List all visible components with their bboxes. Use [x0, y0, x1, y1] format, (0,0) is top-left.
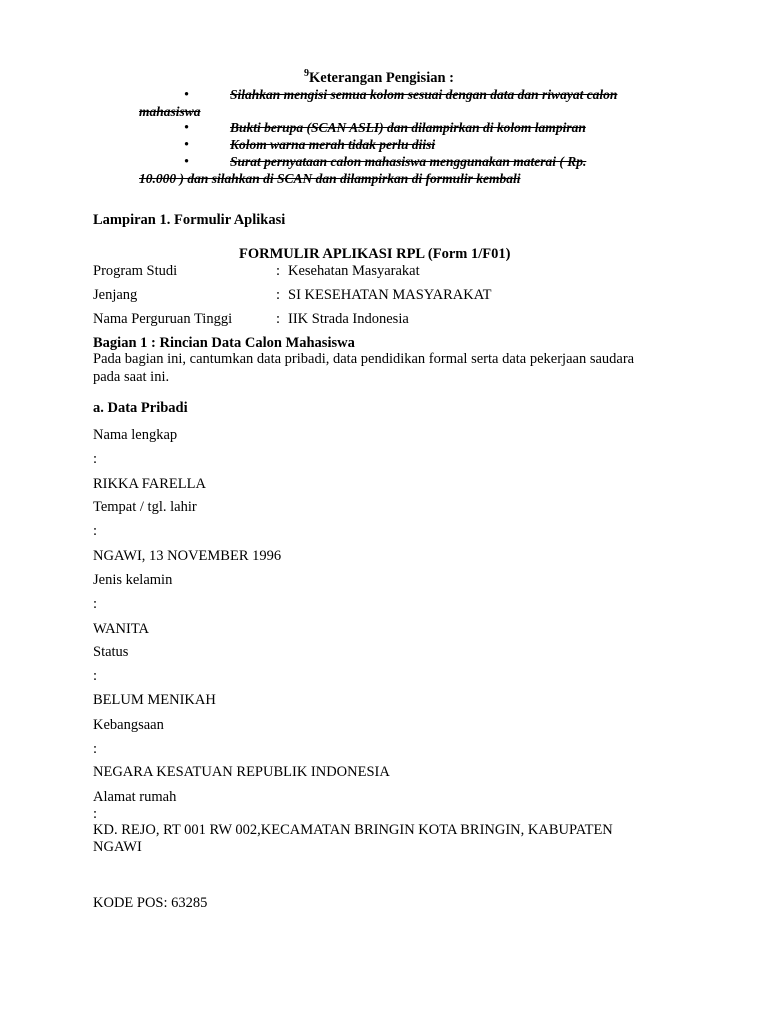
- instruction-item-2: Bukti berupa (SCAN ASLI) dan dilampirkan di kolom lampiran: [230, 120, 586, 135]
- perguruan-tinggi-label: Nama Perguruan Tinggi: [93, 311, 233, 327]
- alamat-line1: KD. REJO, RT 001 RW 002,KECAMATAN BRINGIN KOTA BRINGIN, KABUPATEN: [93, 822, 613, 838]
- tempat-lahir-value: NGAWI, 13 NOVEMBER 1996: [93, 548, 282, 564]
- kebangsaan-colon: :: [93, 741, 98, 757]
- status-colon: :: [93, 668, 98, 684]
- kebangsaan-value: NEGARA KESATUAN REPUBLIK INDONESIA: [93, 764, 390, 780]
- lampiran-title: Lampiran 1. Formulir Aplikasi: [93, 212, 286, 228]
- tempat-lahir-label: Tempat / tgl. lahir: [93, 499, 197, 515]
- nama-lengkap-value: RIKKA FARELLA: [93, 476, 206, 492]
- program-studi-label: Program Studi: [93, 263, 178, 279]
- section1-heading: Bagian 1 : Rincian Data Calon Mahasiswa: [93, 335, 355, 351]
- bullet-4: •: [184, 154, 190, 170]
- jenis-kelamin-label: Jenis kelamin: [93, 572, 173, 588]
- jenjang-label: Jenjang: [93, 287, 138, 303]
- alamat-colon: :: [93, 806, 98, 822]
- personal-heading: a. Data Pribadi: [93, 400, 188, 416]
- tempat-lahir-colon: :: [93, 523, 98, 539]
- instructions-title-line: [304, 68, 454, 87]
- program-studi-value: Kesehatan Masyarakat: [288, 263, 420, 279]
- jenis-kelamin-value: WANITA: [93, 621, 150, 637]
- kebangsaan-label: Kebangsaan: [93, 717, 164, 733]
- instructions-title: Keterangan Pengisian :: [309, 69, 454, 86]
- perguruan-tinggi-value: IIK Strada Indonesia: [288, 311, 409, 327]
- status-label: Status: [93, 644, 129, 660]
- bullet-3: •: [184, 137, 190, 153]
- instruction-item-4-line2: 10.000 ) dan silahkan di SCAN dan dilampirkan di formulir kembali: [139, 171, 521, 186]
- jenis-kelamin-colon: :: [93, 596, 98, 612]
- nama-lengkap-colon: :: [93, 451, 98, 467]
- jenjang-value: SI KESEHATAN MASYARAKAT: [288, 287, 492, 303]
- bullet-2: •: [184, 120, 190, 136]
- instruction-item-1-line1: Silahkan mengisi semua kolom sesuai dengan data dan riwayat calon: [230, 87, 618, 102]
- section1-desc-line2: pada saat ini.: [93, 369, 170, 385]
- form-title: FORMULIR APLIKASI RPL (Form 1/F01): [239, 246, 511, 262]
- bullet-1: •: [184, 87, 190, 103]
- section1-desc-line1: Pada bagian ini, cantumkan data pribadi, data pendidikan formal serta data pekerjaan saudara: [93, 351, 635, 367]
- nama-lengkap-label: Nama lengkap: [93, 427, 178, 443]
- instruction-item-4-line1: Surat pernyataan calon mahasiswa menggunakan materai ( Rp.: [230, 154, 587, 169]
- program-studi-sep: :: [276, 263, 281, 279]
- alamat-label: Alamat rumah: [93, 789, 177, 805]
- alamat-line2: NGAWI: [93, 839, 142, 855]
- instruction-item-1-line2: mahasiswa: [139, 104, 201, 119]
- perguruan-tinggi-sep: :: [276, 311, 281, 327]
- instruction-item-3: Kolom warna merah tidak perlu diisi: [230, 137, 436, 152]
- status-value: BELUM MENIKAH: [93, 692, 216, 708]
- jenjang-sep: :: [276, 287, 281, 303]
- kode-pos: KODE POS: 63285: [93, 895, 208, 911]
- footnote-mark: 9: [304, 68, 309, 79]
